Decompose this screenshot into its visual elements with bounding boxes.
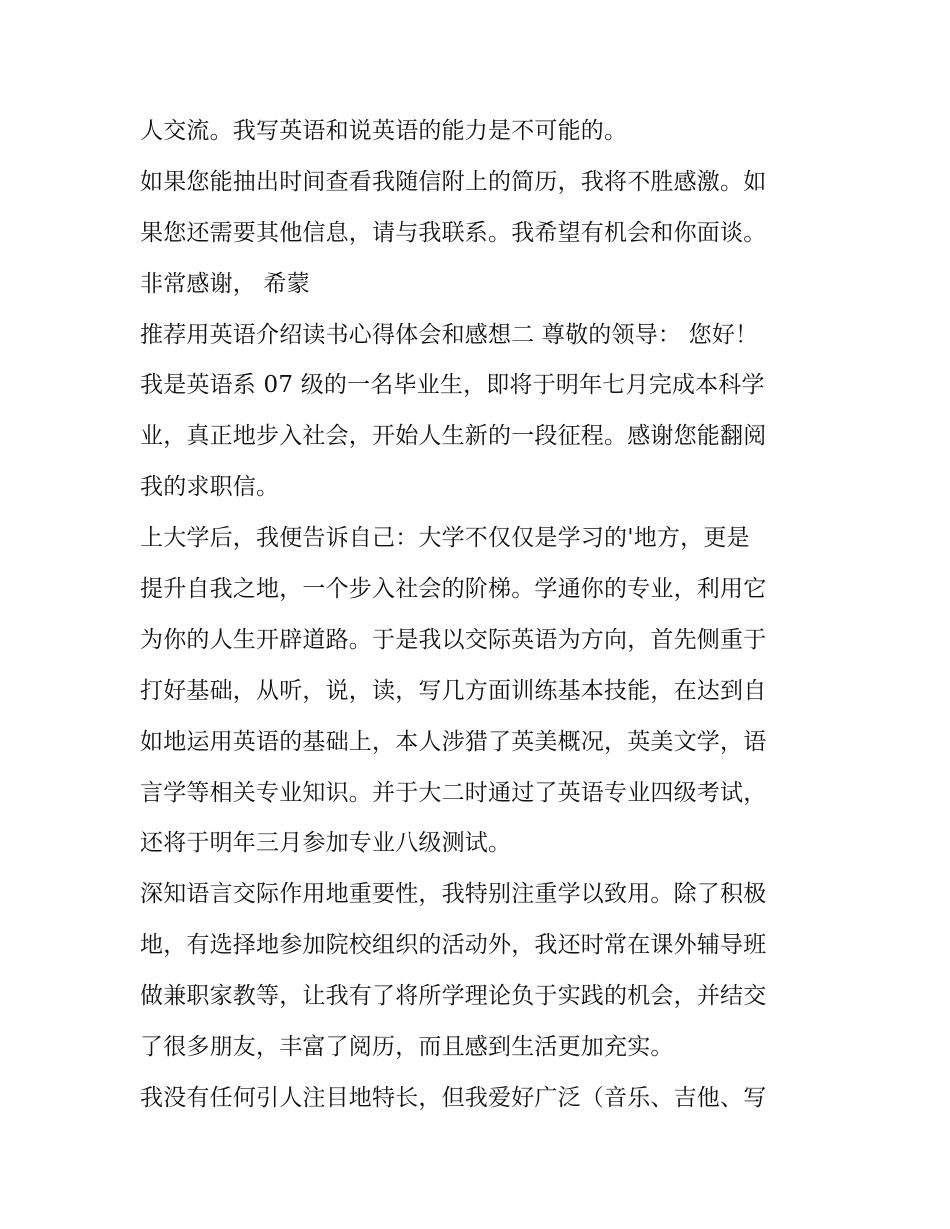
text-line: 非常感谢， 希蒙	[140, 270, 310, 297]
text-line: 打好基础，从听，说，读，写几方面训练基本技能，在达到自	[140, 677, 767, 704]
text-line: 人交流。我写英语和说英语的能力是不可能的。	[140, 118, 628, 144]
text-line: 如果您能抽出时间查看我随信附上的简历，我将不胜感激。如	[140, 168, 767, 195]
text-line: 推荐用英语介绍读书心得体会和感想二 尊敬的领导： 您好！	[140, 321, 759, 348]
text-line: 了很多朋友，丰富了阅历，而且感到生活更加充实。	[140, 1034, 674, 1061]
text-line: 做兼职家教等，让我有了将所学理论负于实践的机会，并结交	[140, 983, 767, 1010]
text-line: 深知语言交际作用地重要性，我特别注重学以致用。除了积极	[140, 881, 767, 908]
text-line: 业，真正地步入社会，开始人生新的一段征程。感谢您能翻阅	[140, 423, 767, 450]
text-line: 我的求职信。	[140, 474, 280, 501]
document-body	[140, 106, 820, 1124]
text-line: 提升自我之地，一个步入社会的阶梯。学通你的专业，利用它	[140, 576, 767, 603]
text-line: 还将于明年三月参加专业八级测试。	[140, 830, 512, 857]
text-line: 言学等相关专业知识。并于大二时通过了英语专业四级考试，	[140, 779, 767, 806]
text-line: 地，有选择地参加院校组织的活动外，我还时常在课外辅导班	[140, 932, 767, 959]
text-line: 上大学后，我便告诉自己：大学不仅仅是学习的'地方，更是	[140, 525, 750, 552]
text-line: 果您还需要其他信息，请与我联系。我希望有机会和你面谈。	[140, 219, 767, 246]
text-line: 我是英语系 07 级的一名毕业生，即将于明年七月完成本科学	[140, 372, 765, 399]
text-line: 如地运用英语的基础上，本人涉猎了英美概况，英美文学，语	[140, 728, 767, 755]
text-line: 我没有任何引人注目地特长，但我爱好广泛（音乐、吉他、写	[140, 1084, 767, 1111]
text-line: 为你的人生开辟道路。于是我以交际英语为方向，首先侧重于	[140, 626, 767, 653]
